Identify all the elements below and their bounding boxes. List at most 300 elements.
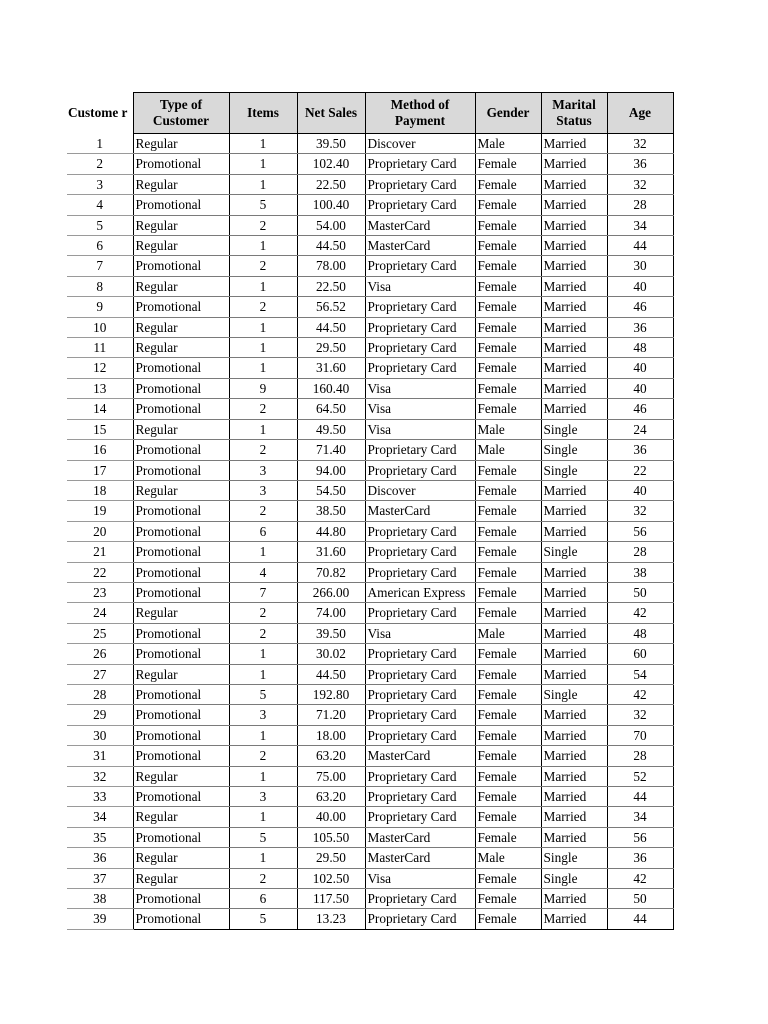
type-cell: Promotional bbox=[133, 358, 229, 378]
gender-cell: Female bbox=[475, 889, 541, 909]
table-row bbox=[67, 317, 673, 337]
customer-cell: 5 bbox=[67, 215, 133, 235]
table-row bbox=[67, 807, 673, 827]
marital-cell: Married bbox=[541, 134, 607, 154]
age-cell: 28 bbox=[607, 195, 673, 215]
type-cell: Regular bbox=[133, 766, 229, 786]
customer-cell: 29 bbox=[67, 705, 133, 725]
payment-cell: Discover bbox=[365, 480, 475, 500]
table-row bbox=[67, 174, 673, 194]
type-cell: Promotional bbox=[133, 787, 229, 807]
customer-cell: 19 bbox=[67, 501, 133, 521]
age-cell: 22 bbox=[607, 460, 673, 480]
marital-cell: Married bbox=[541, 807, 607, 827]
age-cell: 70 bbox=[607, 725, 673, 745]
net-sales-cell: 63.20 bbox=[297, 746, 365, 766]
customer-cell: 32 bbox=[67, 766, 133, 786]
customer-cell: 16 bbox=[67, 440, 133, 460]
gender-cell: Female bbox=[475, 378, 541, 398]
marital-cell: Single bbox=[541, 868, 607, 888]
gender-cell: Female bbox=[475, 195, 541, 215]
type-cell: Promotional bbox=[133, 501, 229, 521]
gender-cell: Female bbox=[475, 562, 541, 582]
header-items: Items bbox=[229, 93, 297, 134]
marital-cell: Married bbox=[541, 317, 607, 337]
payment-cell: Proprietary Card bbox=[365, 440, 475, 460]
net-sales-cell: 44.50 bbox=[297, 236, 365, 256]
gender-cell: Female bbox=[475, 154, 541, 174]
type-cell: Promotional bbox=[133, 684, 229, 704]
customer-cell: 21 bbox=[67, 542, 133, 562]
net-sales-cell: 40.00 bbox=[297, 807, 365, 827]
type-cell: Regular bbox=[133, 664, 229, 684]
table-row bbox=[67, 297, 673, 317]
header-gender: Gender bbox=[475, 93, 541, 134]
net-sales-cell: 39.50 bbox=[297, 623, 365, 643]
gender-cell: Female bbox=[475, 542, 541, 562]
age-cell: 44 bbox=[607, 787, 673, 807]
gender-cell: Male bbox=[475, 134, 541, 154]
payment-cell: Visa bbox=[365, 378, 475, 398]
gender-cell: Female bbox=[475, 215, 541, 235]
gender-cell: Female bbox=[475, 276, 541, 296]
items-cell: 1 bbox=[229, 174, 297, 194]
net-sales-cell: 105.50 bbox=[297, 827, 365, 847]
items-cell: 4 bbox=[229, 562, 297, 582]
payment-cell: Proprietary Card bbox=[365, 521, 475, 541]
payment-cell: MasterCard bbox=[365, 827, 475, 847]
header-row bbox=[67, 93, 673, 134]
table-row bbox=[67, 746, 673, 766]
customer-cell: 23 bbox=[67, 582, 133, 602]
type-cell: Promotional bbox=[133, 256, 229, 276]
net-sales-cell: 117.50 bbox=[297, 889, 365, 909]
table-row bbox=[67, 889, 673, 909]
marital-cell: Married bbox=[541, 827, 607, 847]
gender-cell: Female bbox=[475, 297, 541, 317]
customer-cell: 27 bbox=[67, 664, 133, 684]
items-cell: 6 bbox=[229, 521, 297, 541]
payment-cell: Visa bbox=[365, 276, 475, 296]
gender-cell: Female bbox=[475, 501, 541, 521]
items-cell: 6 bbox=[229, 889, 297, 909]
gender-cell: Female bbox=[475, 868, 541, 888]
marital-cell: Married bbox=[541, 378, 607, 398]
payment-cell: Proprietary Card bbox=[365, 317, 475, 337]
type-cell: Regular bbox=[133, 868, 229, 888]
items-cell: 2 bbox=[229, 501, 297, 521]
age-cell: 40 bbox=[607, 378, 673, 398]
type-cell: Promotional bbox=[133, 644, 229, 664]
age-cell: 32 bbox=[607, 501, 673, 521]
customer-cell: 33 bbox=[67, 787, 133, 807]
gender-cell: Female bbox=[475, 705, 541, 725]
gender-cell: Female bbox=[475, 766, 541, 786]
marital-cell: Married bbox=[541, 725, 607, 745]
gender-cell: Female bbox=[475, 338, 541, 358]
age-cell: 40 bbox=[607, 276, 673, 296]
marital-cell: Married bbox=[541, 746, 607, 766]
payment-cell: Visa bbox=[365, 399, 475, 419]
net-sales-cell: 75.00 bbox=[297, 766, 365, 786]
marital-cell: Married bbox=[541, 787, 607, 807]
type-cell: Promotional bbox=[133, 195, 229, 215]
type-cell: Regular bbox=[133, 215, 229, 235]
net-sales-cell: 30.02 bbox=[297, 644, 365, 664]
items-cell: 1 bbox=[229, 358, 297, 378]
table-row bbox=[67, 623, 673, 643]
type-cell: Promotional bbox=[133, 297, 229, 317]
customer-cell: 3 bbox=[67, 174, 133, 194]
payment-cell: Proprietary Card bbox=[365, 256, 475, 276]
type-cell: Regular bbox=[133, 480, 229, 500]
table-row bbox=[67, 154, 673, 174]
table-row bbox=[67, 848, 673, 868]
age-cell: 36 bbox=[607, 848, 673, 868]
items-cell: 2 bbox=[229, 623, 297, 643]
type-cell: Promotional bbox=[133, 582, 229, 602]
marital-cell: Single bbox=[541, 848, 607, 868]
payment-cell: Proprietary Card bbox=[365, 195, 475, 215]
customer-cell: 4 bbox=[67, 195, 133, 215]
type-cell: Regular bbox=[133, 236, 229, 256]
items-cell: 5 bbox=[229, 909, 297, 929]
customer-cell: 9 bbox=[67, 297, 133, 317]
table-row bbox=[67, 562, 673, 582]
marital-cell: Married bbox=[541, 236, 607, 256]
table-row bbox=[67, 480, 673, 500]
age-cell: 32 bbox=[607, 134, 673, 154]
header-age: Age bbox=[607, 93, 673, 134]
net-sales-cell: 29.50 bbox=[297, 338, 365, 358]
payment-cell: Proprietary Card bbox=[365, 338, 475, 358]
marital-cell: Single bbox=[541, 542, 607, 562]
payment-cell: Proprietary Card bbox=[365, 807, 475, 827]
net-sales-cell: 266.00 bbox=[297, 582, 365, 602]
age-cell: 32 bbox=[607, 174, 673, 194]
net-sales-cell: 71.40 bbox=[297, 440, 365, 460]
type-cell: Regular bbox=[133, 338, 229, 358]
type-cell: Regular bbox=[133, 276, 229, 296]
table-row bbox=[67, 664, 673, 684]
table-row bbox=[67, 440, 673, 460]
type-cell: Promotional bbox=[133, 521, 229, 541]
gender-cell: Female bbox=[475, 603, 541, 623]
net-sales-cell: 49.50 bbox=[297, 419, 365, 439]
type-cell: Promotional bbox=[133, 705, 229, 725]
items-cell: 1 bbox=[229, 419, 297, 439]
payment-cell: Proprietary Card bbox=[365, 154, 475, 174]
items-cell: 2 bbox=[229, 440, 297, 460]
header-method-of-payment: Method of Payment bbox=[365, 93, 475, 134]
type-cell: Promotional bbox=[133, 725, 229, 745]
marital-cell: Married bbox=[541, 705, 607, 725]
net-sales-cell: 54.50 bbox=[297, 480, 365, 500]
customer-cell: 34 bbox=[67, 807, 133, 827]
customer-cell: 22 bbox=[67, 562, 133, 582]
items-cell: 1 bbox=[229, 542, 297, 562]
type-cell: Promotional bbox=[133, 460, 229, 480]
age-cell: 54 bbox=[607, 664, 673, 684]
gender-cell: Male bbox=[475, 419, 541, 439]
customer-cell: 7 bbox=[67, 256, 133, 276]
net-sales-cell: 22.50 bbox=[297, 174, 365, 194]
age-cell: 48 bbox=[607, 623, 673, 643]
table-row bbox=[67, 338, 673, 358]
table-row bbox=[67, 766, 673, 786]
items-cell: 2 bbox=[229, 868, 297, 888]
table-row bbox=[67, 705, 673, 725]
payment-cell: American Express bbox=[365, 582, 475, 602]
marital-cell: Married bbox=[541, 215, 607, 235]
marital-cell: Married bbox=[541, 603, 607, 623]
marital-cell: Married bbox=[541, 664, 607, 684]
header-net-sales: Net Sales bbox=[297, 93, 365, 134]
age-cell: 44 bbox=[607, 236, 673, 256]
items-cell: 2 bbox=[229, 256, 297, 276]
net-sales-cell: 70.82 bbox=[297, 562, 365, 582]
table-row bbox=[67, 236, 673, 256]
customer-cell: 37 bbox=[67, 868, 133, 888]
customer-sales-table bbox=[67, 92, 674, 930]
table-row bbox=[67, 725, 673, 745]
age-cell: 40 bbox=[607, 358, 673, 378]
gender-cell: Female bbox=[475, 317, 541, 337]
customer-cell: 11 bbox=[67, 338, 133, 358]
net-sales-cell: 44.50 bbox=[297, 664, 365, 684]
age-cell: 46 bbox=[607, 297, 673, 317]
gender-cell: Male bbox=[475, 623, 541, 643]
payment-cell: Visa bbox=[365, 623, 475, 643]
table-row bbox=[67, 542, 673, 562]
age-cell: 30 bbox=[607, 256, 673, 276]
marital-cell: Single bbox=[541, 440, 607, 460]
marital-cell: Married bbox=[541, 889, 607, 909]
gender-cell: Female bbox=[475, 256, 541, 276]
items-cell: 1 bbox=[229, 317, 297, 337]
net-sales-cell: 71.20 bbox=[297, 705, 365, 725]
age-cell: 44 bbox=[607, 909, 673, 929]
payment-cell: MasterCard bbox=[365, 848, 475, 868]
customer-cell: 2 bbox=[67, 154, 133, 174]
net-sales-cell: 94.00 bbox=[297, 460, 365, 480]
marital-cell: Married bbox=[541, 154, 607, 174]
net-sales-cell: 38.50 bbox=[297, 501, 365, 521]
table-row bbox=[67, 684, 673, 704]
payment-cell: Proprietary Card bbox=[365, 664, 475, 684]
payment-cell: Proprietary Card bbox=[365, 705, 475, 725]
payment-cell: MasterCard bbox=[365, 746, 475, 766]
payment-cell: Proprietary Card bbox=[365, 358, 475, 378]
gender-cell: Female bbox=[475, 746, 541, 766]
table-row bbox=[67, 419, 673, 439]
items-cell: 3 bbox=[229, 480, 297, 500]
type-cell: Promotional bbox=[133, 154, 229, 174]
items-cell: 1 bbox=[229, 644, 297, 664]
header-customer: Custome r bbox=[67, 93, 133, 134]
customer-cell: 8 bbox=[67, 276, 133, 296]
table-row bbox=[67, 378, 673, 398]
payment-cell: Proprietary Card bbox=[365, 562, 475, 582]
type-cell: Promotional bbox=[133, 746, 229, 766]
header-marital-status: Marital Status bbox=[541, 93, 607, 134]
table-row bbox=[67, 501, 673, 521]
marital-cell: Married bbox=[541, 582, 607, 602]
customer-cell: 39 bbox=[67, 909, 133, 929]
table-row bbox=[67, 787, 673, 807]
marital-cell: Married bbox=[541, 766, 607, 786]
header-type-of-customer: Type of Customer bbox=[133, 93, 229, 134]
net-sales-cell: 13.23 bbox=[297, 909, 365, 929]
type-cell: Promotional bbox=[133, 909, 229, 929]
age-cell: 50 bbox=[607, 582, 673, 602]
customer-cell: 12 bbox=[67, 358, 133, 378]
items-cell: 5 bbox=[229, 195, 297, 215]
marital-cell: Married bbox=[541, 338, 607, 358]
marital-cell: Married bbox=[541, 623, 607, 643]
table-row bbox=[67, 644, 673, 664]
net-sales-cell: 39.50 bbox=[297, 134, 365, 154]
customer-cell: 28 bbox=[67, 684, 133, 704]
net-sales-cell: 44.50 bbox=[297, 317, 365, 337]
marital-cell: Married bbox=[541, 174, 607, 194]
net-sales-cell: 31.60 bbox=[297, 358, 365, 378]
items-cell: 1 bbox=[229, 134, 297, 154]
table-row bbox=[67, 399, 673, 419]
age-cell: 42 bbox=[607, 684, 673, 704]
net-sales-cell: 102.40 bbox=[297, 154, 365, 174]
age-cell: 28 bbox=[607, 746, 673, 766]
type-cell: Promotional bbox=[133, 623, 229, 643]
payment-cell: Proprietary Card bbox=[365, 909, 475, 929]
net-sales-cell: 54.00 bbox=[297, 215, 365, 235]
type-cell: Promotional bbox=[133, 440, 229, 460]
marital-cell: Married bbox=[541, 521, 607, 541]
gender-cell: Female bbox=[475, 358, 541, 378]
payment-cell: Visa bbox=[365, 868, 475, 888]
table-row bbox=[67, 460, 673, 480]
type-cell: Promotional bbox=[133, 378, 229, 398]
net-sales-cell: 29.50 bbox=[297, 848, 365, 868]
payment-cell: MasterCard bbox=[365, 215, 475, 235]
items-cell: 1 bbox=[229, 725, 297, 745]
items-cell: 2 bbox=[229, 399, 297, 419]
marital-cell: Married bbox=[541, 297, 607, 317]
payment-cell: Proprietary Card bbox=[365, 542, 475, 562]
net-sales-cell: 160.40 bbox=[297, 378, 365, 398]
gender-cell: Female bbox=[475, 582, 541, 602]
net-sales-cell: 31.60 bbox=[297, 542, 365, 562]
items-cell: 2 bbox=[229, 603, 297, 623]
table-row bbox=[67, 827, 673, 847]
customer-cell: 17 bbox=[67, 460, 133, 480]
net-sales-cell: 78.00 bbox=[297, 256, 365, 276]
age-cell: 46 bbox=[607, 399, 673, 419]
customer-cell: 10 bbox=[67, 317, 133, 337]
payment-cell: Proprietary Card bbox=[365, 766, 475, 786]
age-cell: 56 bbox=[607, 521, 673, 541]
net-sales-cell: 22.50 bbox=[297, 276, 365, 296]
gender-cell: Female bbox=[475, 807, 541, 827]
payment-cell: Proprietary Card bbox=[365, 297, 475, 317]
marital-cell: Married bbox=[541, 399, 607, 419]
marital-cell: Single bbox=[541, 684, 607, 704]
table-body bbox=[67, 134, 673, 930]
items-cell: 1 bbox=[229, 236, 297, 256]
items-cell: 3 bbox=[229, 705, 297, 725]
items-cell: 5 bbox=[229, 684, 297, 704]
customer-cell: 14 bbox=[67, 399, 133, 419]
payment-cell: Proprietary Card bbox=[365, 644, 475, 664]
marital-cell: Married bbox=[541, 562, 607, 582]
marital-cell: Married bbox=[541, 358, 607, 378]
gender-cell: Female bbox=[475, 684, 541, 704]
payment-cell: Proprietary Card bbox=[365, 889, 475, 909]
items-cell: 1 bbox=[229, 276, 297, 296]
table-row bbox=[67, 358, 673, 378]
customer-cell: 25 bbox=[67, 623, 133, 643]
customer-cell: 26 bbox=[67, 644, 133, 664]
marital-cell: Married bbox=[541, 276, 607, 296]
customer-cell: 6 bbox=[67, 236, 133, 256]
net-sales-cell: 64.50 bbox=[297, 399, 365, 419]
customer-cell: 35 bbox=[67, 827, 133, 847]
items-cell: 7 bbox=[229, 582, 297, 602]
age-cell: 34 bbox=[607, 215, 673, 235]
items-cell: 2 bbox=[229, 215, 297, 235]
marital-cell: Married bbox=[541, 909, 607, 929]
age-cell: 42 bbox=[607, 603, 673, 623]
table-row bbox=[67, 603, 673, 623]
age-cell: 36 bbox=[607, 154, 673, 174]
type-cell: Promotional bbox=[133, 827, 229, 847]
payment-cell: Visa bbox=[365, 419, 475, 439]
gender-cell: Female bbox=[475, 664, 541, 684]
gender-cell: Female bbox=[475, 174, 541, 194]
net-sales-cell: 56.52 bbox=[297, 297, 365, 317]
type-cell: Regular bbox=[133, 134, 229, 154]
type-cell: Promotional bbox=[133, 562, 229, 582]
net-sales-cell: 192.80 bbox=[297, 684, 365, 704]
net-sales-cell: 74.00 bbox=[297, 603, 365, 623]
customer-cell: 30 bbox=[67, 725, 133, 745]
items-cell: 1 bbox=[229, 848, 297, 868]
type-cell: Regular bbox=[133, 807, 229, 827]
age-cell: 28 bbox=[607, 542, 673, 562]
type-cell: Promotional bbox=[133, 542, 229, 562]
type-cell: Regular bbox=[133, 174, 229, 194]
net-sales-cell: 44.80 bbox=[297, 521, 365, 541]
table-row bbox=[67, 909, 673, 929]
payment-cell: Proprietary Card bbox=[365, 603, 475, 623]
table-row bbox=[67, 134, 673, 154]
customer-cell: 31 bbox=[67, 746, 133, 766]
type-cell: Promotional bbox=[133, 889, 229, 909]
gender-cell: Female bbox=[475, 787, 541, 807]
table-row bbox=[67, 256, 673, 276]
table-row bbox=[67, 276, 673, 296]
items-cell: 1 bbox=[229, 338, 297, 358]
gender-cell: Female bbox=[475, 827, 541, 847]
items-cell: 3 bbox=[229, 460, 297, 480]
items-cell: 5 bbox=[229, 827, 297, 847]
age-cell: 50 bbox=[607, 889, 673, 909]
gender-cell: Female bbox=[475, 399, 541, 419]
customer-cell: 15 bbox=[67, 419, 133, 439]
age-cell: 36 bbox=[607, 317, 673, 337]
gender-cell: Female bbox=[475, 725, 541, 745]
gender-cell: Female bbox=[475, 460, 541, 480]
